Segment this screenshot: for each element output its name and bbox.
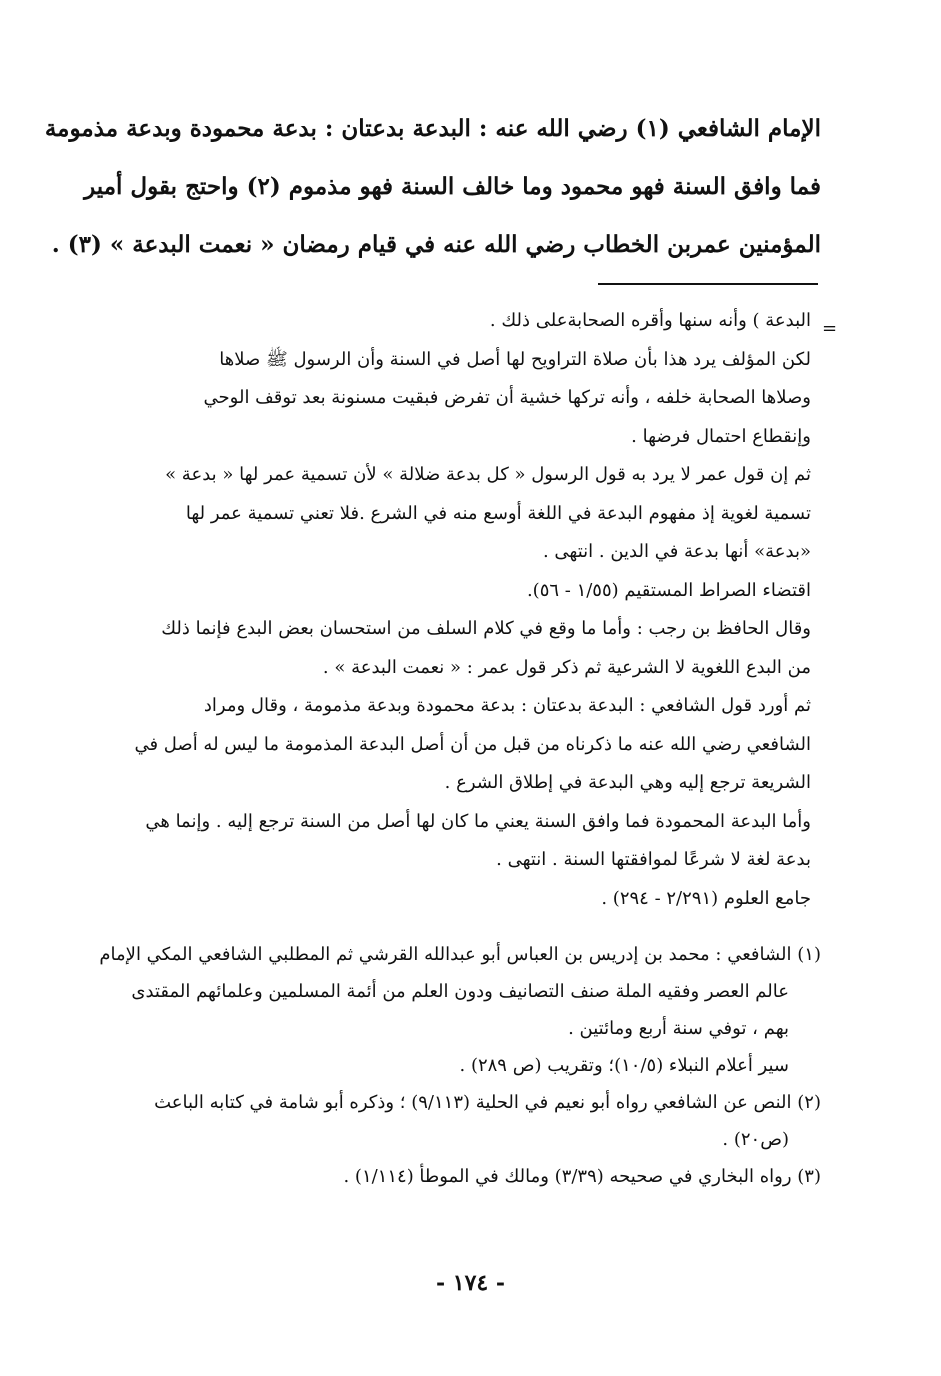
note-line: وإنقطاع احتمال فرضها . bbox=[631, 425, 811, 447]
note-line: البدعة ) وأنه سنها وأقره الصحابةعلى ذلك . bbox=[489, 310, 811, 331]
main-line: المؤمنين عمربن الخطاب رضي الله عنه في قيام رمضان « نعمت البدعة » (٣) . bbox=[51, 231, 821, 258]
note-line: من البدع اللغوية لا الشرعية ثم ذكر قول عمر : « نعمت البدعة » . bbox=[322, 656, 811, 678]
continuation-mark: = bbox=[822, 318, 838, 339]
footnote-continuation bbox=[108, 302, 811, 918]
note-line: «بدعة» أنها بدعة في الدين . انتهى . bbox=[542, 541, 811, 562]
note-line: تسمية لغوية إذ مفهوم البدعة في اللغة أوسع منه في الشرع .فلا تعني تسمية عمر لها bbox=[185, 502, 811, 524]
note-line: وأما البدعة المحمودة فما وافق السنة يعني ما كان لها أصل من السنة ترجع إليه . وإنما هي bbox=[145, 810, 811, 832]
note-line: وصلاها الصحابة خلفه ، وأنه تركها خشية أن تفرض فبقيت مسنونة بعد توقف الوحي bbox=[203, 387, 811, 408]
footnote-line: بهم ، توفي سنة أربع ومائتين . bbox=[568, 1018, 789, 1039]
main-line: الإمام الشافعي (١) رضي الله عنه : البدعة بدعتان : بدعة محمودة وبدعة مذمومة bbox=[44, 115, 821, 142]
footnotes bbox=[99, 936, 821, 1195]
note-line: لكن المؤلف يرد هذا بأن صلاة التراويح لها أصل في السنة وأن الرسول ﷺ صلاها bbox=[219, 348, 811, 370]
note-line: جامع العلوم (٢/٢٩١ - ٢٩٤) . bbox=[601, 887, 811, 909]
footnote-number: (٢) bbox=[797, 1092, 821, 1113]
main-line: فما وافق السنة فهو محمود وما خالف السنة فهو مذموم (٢) واحتج بقول أمير bbox=[84, 173, 821, 200]
footnote-line: سير أعلام النبلاء (١٠/٥)؛ وتقريب (ص ٢٨٩) . bbox=[459, 1055, 789, 1076]
note-line: ثم إن قول عمر لا يرد به قول الرسول « كل بدعة ضلالة » لأن تسمية عمر لها « بدعة » bbox=[165, 464, 811, 485]
footnote-1 bbox=[99, 936, 821, 1084]
note-line: وقال الحافظ بن رجب : وأما ما وقع في كلام السلف من استحسان بعض البدع فإنما ذلك bbox=[161, 618, 811, 639]
footnote-line: رواه البخاري في صحيحه (٣/٣٩) ومالك في الموطأ (١/١١٤) . bbox=[343, 1166, 792, 1187]
footnote-separator bbox=[598, 283, 818, 285]
footnote-line: الشافعي : محمد بن إدريس بن العباس أبو عبدالله القرشي ثم المطلبي الشافعي المكي الإمام bbox=[99, 944, 792, 965]
footnote-line: عالم العصر وفقيه الملة صنف التصانيف ودون العلم من أئمة المسلمين وعلمائهم المقتدى bbox=[131, 981, 789, 1002]
note-line: بدعة لغة لا شرعًا لموافقتها السنة . انتهى . bbox=[496, 849, 811, 870]
note-line: اقتضاء الصراط المستقيم (١/٥٥ - ٥٦). bbox=[526, 579, 811, 601]
note-line: ثم أورد قول الشافعي : البدعة بدعتان : بدعة محمودة وبدعة مذمومة ، وقال ومراد bbox=[203, 695, 811, 716]
footnote-2 bbox=[108, 1084, 821, 1158]
footnote-3 bbox=[108, 1158, 821, 1195]
footnote-line: النص عن الشافعي رواه أبو نعيم في الحلية (٩/١١٣) ؛ وذكره أبو شامة في كتابه الباعث bbox=[154, 1092, 792, 1113]
note-line: الشريعة ترجع إليه وهي البدعة في إطلاق الشرع . bbox=[444, 772, 811, 793]
footnote-number: (١) bbox=[797, 944, 821, 965]
note-line: الشافعي رضي الله عنه ما ذكرناه من قبل من أن أصل البدعة المذمومة ما ليس له أصل في bbox=[134, 733, 811, 755]
footnote-number: (٣) bbox=[797, 1166, 821, 1187]
page-number: - ١٧٤ - bbox=[435, 1270, 506, 1296]
main-text bbox=[44, 100, 821, 274]
footnote-line: (ص٢٠) . bbox=[722, 1129, 789, 1150]
